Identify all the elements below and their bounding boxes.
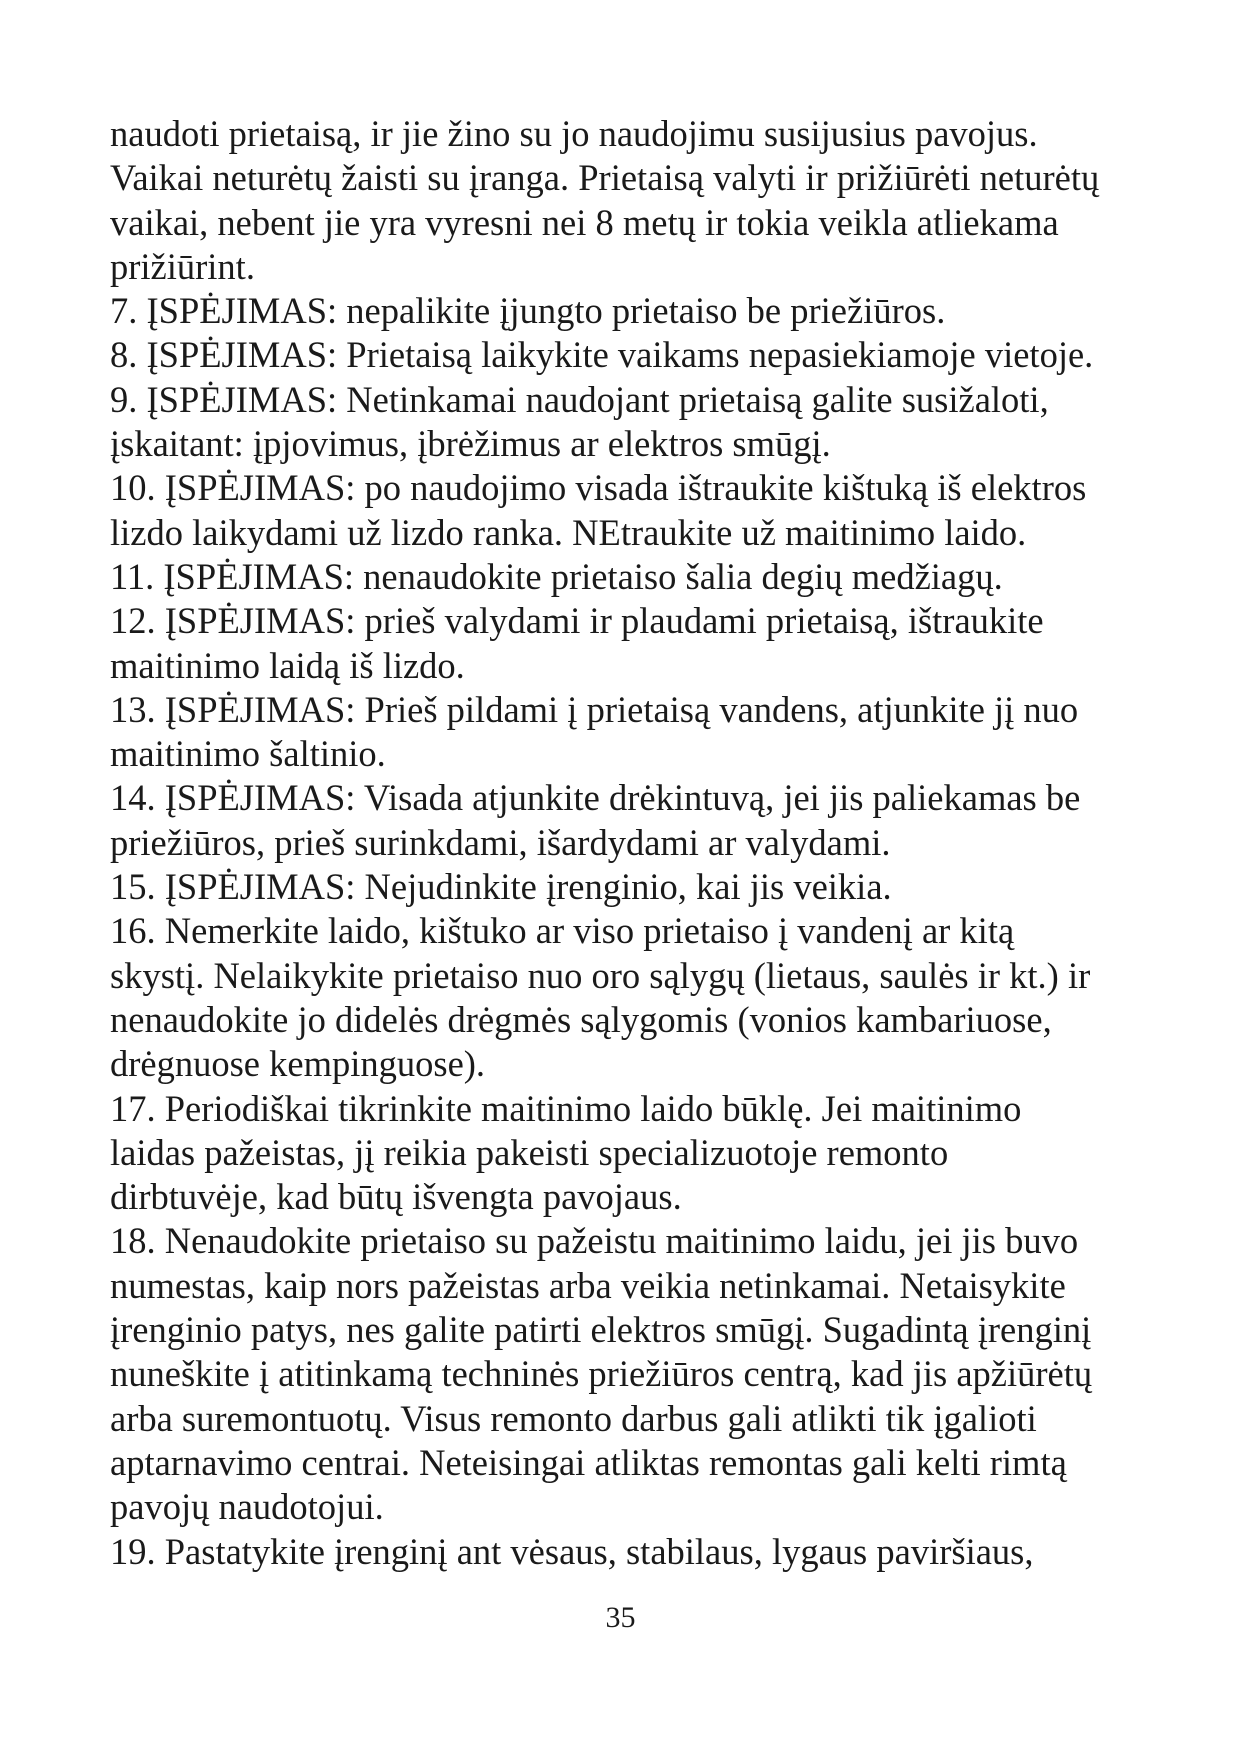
text-line: laidas pažeistas, jį reikia pakeisti specializuotoje remonto bbox=[110, 1131, 949, 1173]
instruction-item-16: 16. Nemerkite laido, kištuko ar viso prietaiso į vandenį ar kitą bbox=[110, 910, 1015, 952]
text-line: lizdo laikydami už lizdo ranka. NEtraukite už maitinimo laido. bbox=[110, 511, 1027, 553]
warning-item-15: 15. ĮSPĖJIMAS: Nejudinkite įrenginio, kai jis veikia. bbox=[110, 866, 892, 908]
instruction-item-18: 18. Nenaudokite prietaiso su pažeistu maitinimo laidu, jei jis buvo bbox=[110, 1220, 1079, 1262]
text-line: įrenginio patys, nes galite patirti elektros smūgį. Sugadintą įrenginį bbox=[110, 1309, 1092, 1351]
warning-item-14: 14. ĮSPĖJIMAS: Visada atjunkite drėkintuvą, jei jis paliekamas be bbox=[110, 777, 1081, 819]
warning-item-9: 9. ĮSPĖJIMAS: Netinkamai naudojant prietaisą galite susižaloti, bbox=[110, 378, 1049, 420]
text-line: priežiūros, prieš surinkdami, išardydami ar valydami. bbox=[110, 821, 891, 863]
text-line: arba suremontuotų. Visus remonto darbus gali atlikti tik įgalioti bbox=[110, 1397, 1037, 1439]
text-line: pavojų naudotojui. bbox=[110, 1486, 384, 1528]
text-line: naudoti prietaisą, ir jie žino su jo naudojimu susijusius pavojus. bbox=[110, 113, 1038, 154]
text-line: drėgnuose kempinguose). bbox=[110, 1043, 486, 1085]
warning-item-11: 11. ĮSPĖJIMAS: nenaudokite prietaiso šalia degių medžiagų. bbox=[110, 555, 1003, 597]
instruction-item-19: 19. Pastatykite įrenginį ant vėsaus, stabilaus, lygaus paviršiaus, bbox=[110, 1530, 1034, 1572]
text-line: dirbtuvėje, kad būtų išvengta pavojaus. bbox=[110, 1176, 682, 1218]
text-line: aptarnavimo centrai. Neteisingai atliktas remontas gali kelti rimtą bbox=[110, 1441, 1067, 1483]
warning-item-12: 12. ĮSPĖJIMAS: prieš valydami ir plaudami prietaisą, ištraukite bbox=[110, 600, 1044, 642]
text-line: Vaikai neturėtų žaisti su įranga. Prietaisą valyti ir prižiūrėti neturėtų bbox=[110, 157, 1100, 199]
page-number: 35 bbox=[605, 1601, 636, 1634]
warning-item-8: 8. ĮSPĖJIMAS: Prietaisą laikykite vaikams nepasiekiamoje vietoje. bbox=[110, 334, 1094, 376]
warning-item-7: 7. ĮSPĖJIMAS: nepalikite įjungto prietaiso be priežiūros. bbox=[110, 290, 946, 332]
text-line: maitinimo laidą iš lizdo. bbox=[110, 644, 465, 686]
document-body bbox=[110, 112, 1190, 1574]
instruction-item-17: 17. Periodiškai tikrinkite maitinimo laido būklę. Jei maitinimo bbox=[110, 1087, 1022, 1129]
text-line: prižiūrint. bbox=[110, 245, 255, 287]
text-line: nuneškite į atitinkamą techninės priežiūros centrą, kad jis apžiūrėtų bbox=[110, 1353, 1093, 1395]
text-line: vaikai, nebent jie yra vyresni nei 8 metų ir tokia veikla atliekama bbox=[110, 201, 1059, 243]
warning-item-13: 13. ĮSPĖJIMAS: Prieš pildami į prietaisą vandens, atjunkite jį nuo bbox=[110, 688, 1079, 730]
text-line: skystį. Nelaikykite prietaiso nuo oro sąlygų (lietaus, saulės ir kt.) ir bbox=[110, 954, 1091, 996]
text-line: numestas, kaip nors pažeistas arba veikia netinkamai. Netaisykite bbox=[110, 1264, 1066, 1306]
text-line: nenaudokite jo didelės drėgmės sąlygomis (vonios kambariuose, bbox=[110, 998, 1052, 1040]
text-line: maitinimo šaltinio. bbox=[110, 733, 386, 775]
text-line: įskaitant: įpjovimus, įbrėžimus ar elektros smūgį. bbox=[110, 423, 831, 465]
warning-item-10: 10. ĮSPĖJIMAS: po naudojimo visada ištraukite kištuką iš elektros bbox=[110, 467, 1087, 509]
